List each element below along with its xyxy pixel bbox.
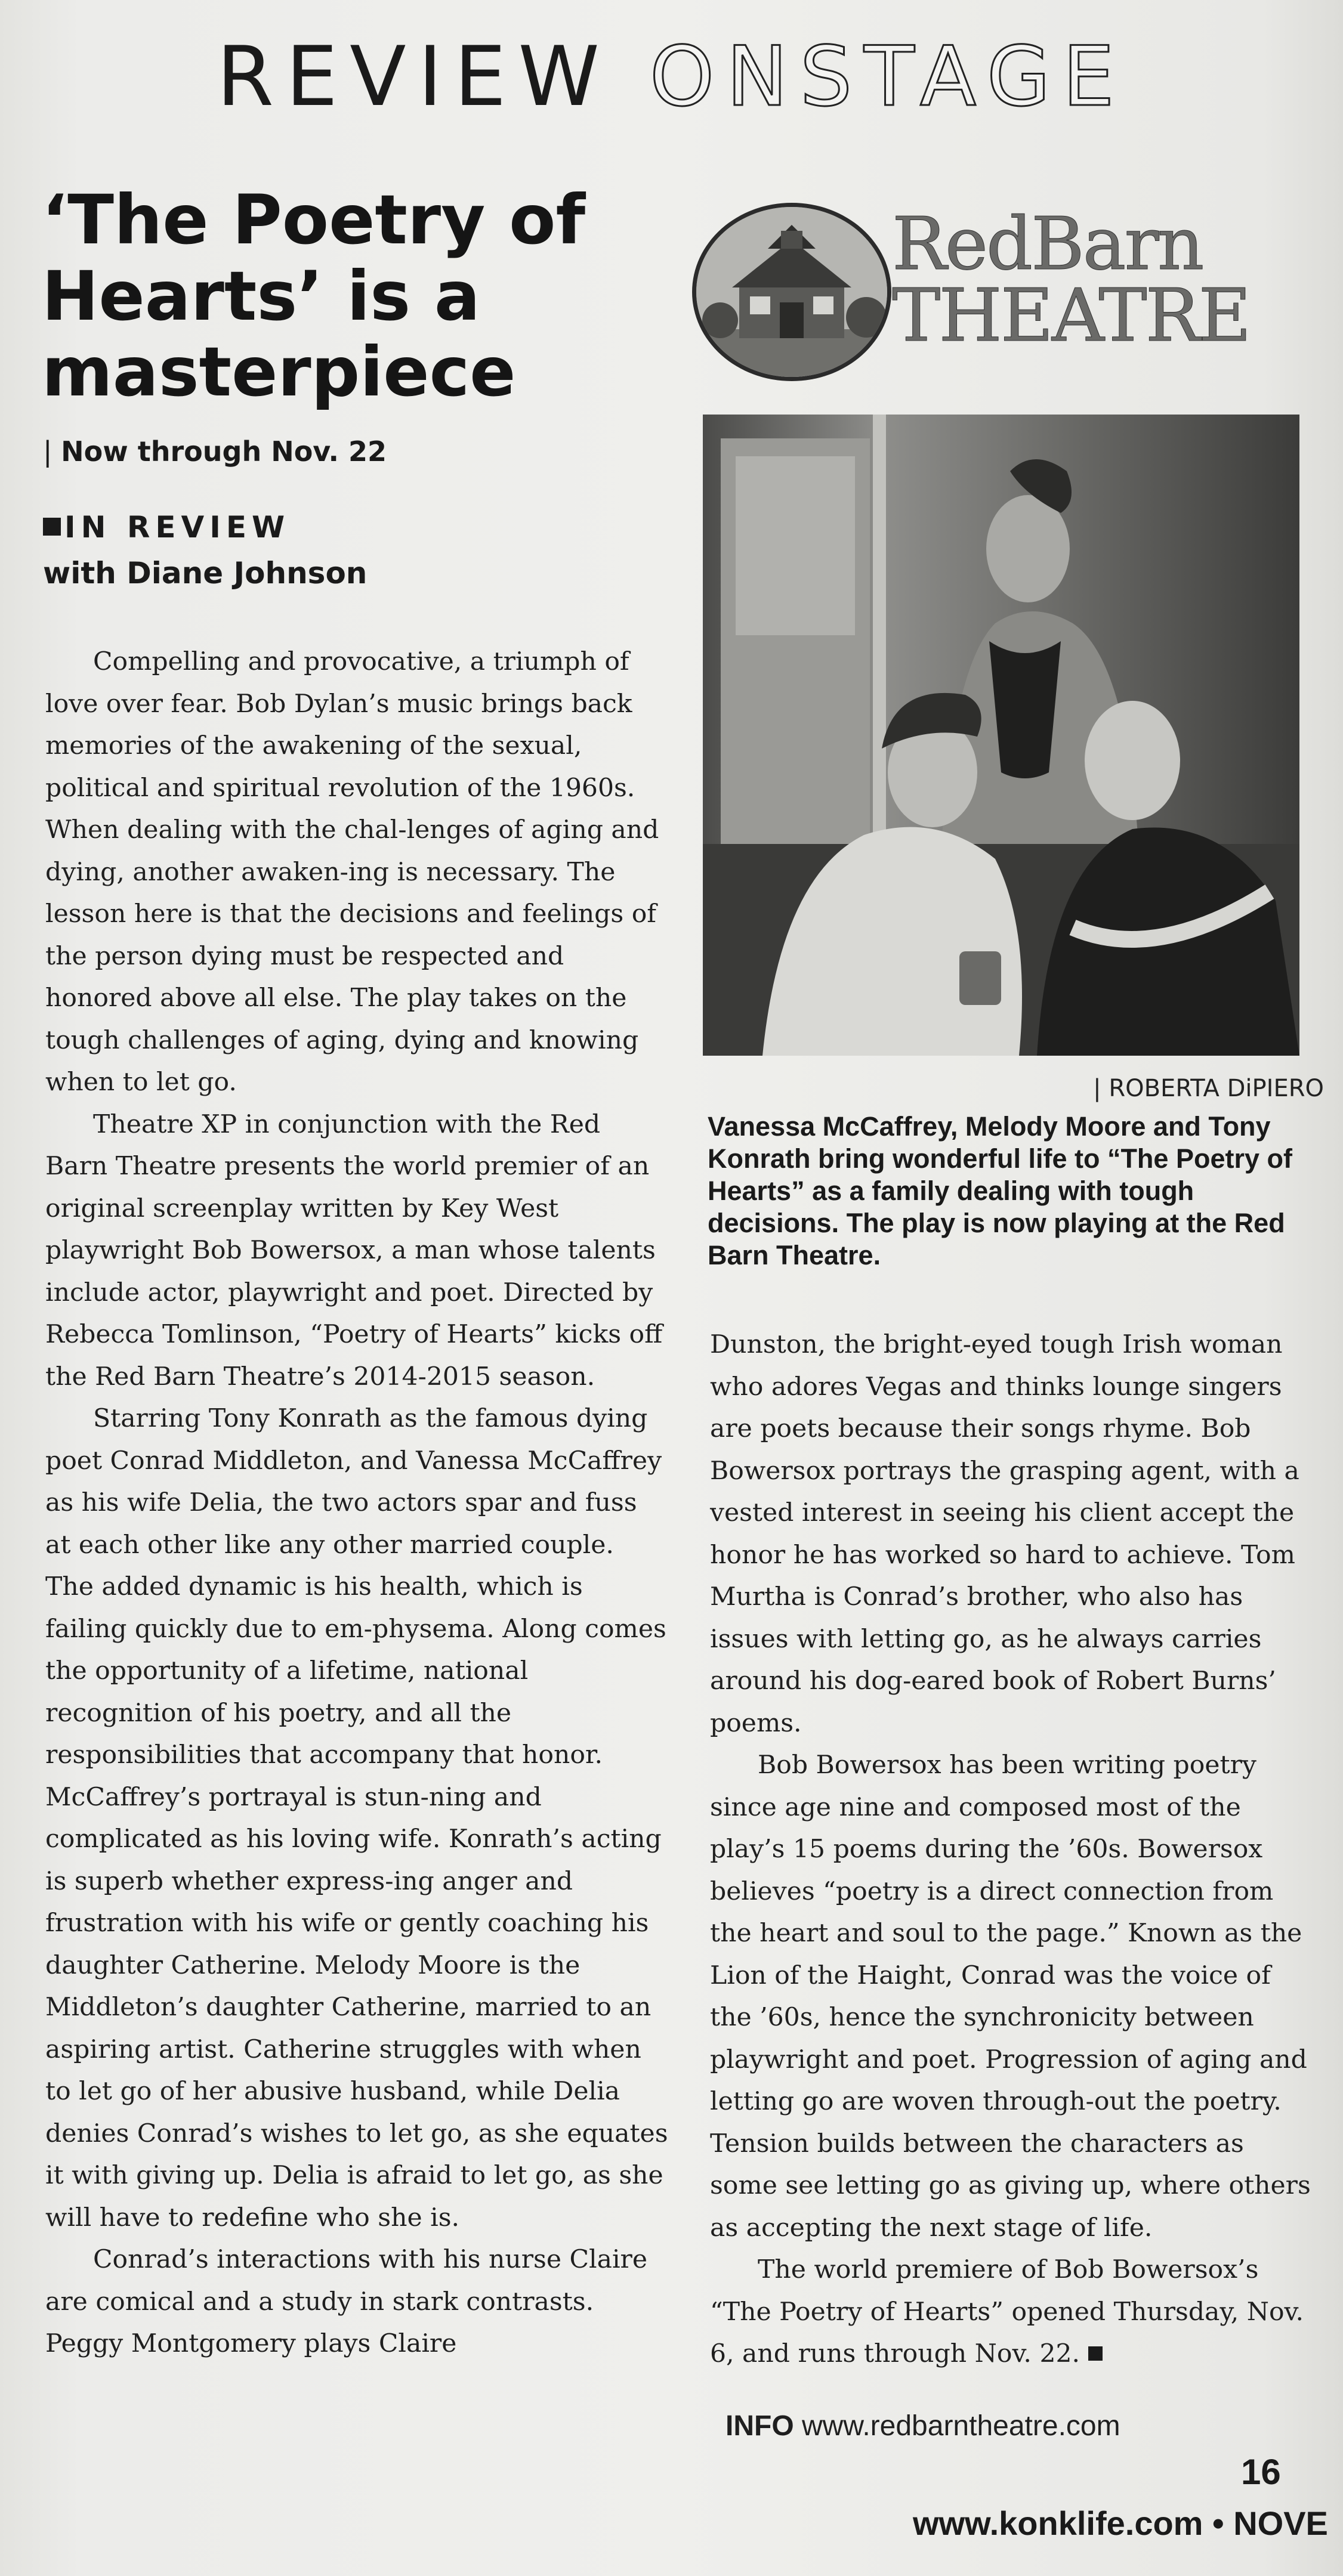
review-kicker	[43, 510, 290, 545]
logo-wordmark	[892, 202, 1250, 358]
dateline-text: Now through Nov. 22	[61, 435, 387, 468]
section-header	[0, 29, 1343, 125]
article-column-2	[710, 1324, 1316, 2376]
section-header-outline: ONSTAGE	[649, 29, 1126, 125]
paragraph: Dunston, the bright-eyed tough Irish woman who adores Vegas and thinks lounge singers are poets because their songs rhyme. Bob Bowersox portrays the grasping agent, with a vested interest in seeing his client accept the honor he has worked so hard to achieve. Tom Murtha is Conrad’s brother, who also has issues with letting go, as he always carries around his dog-eared book of Robert Burns’ poems.	[710, 1330, 1299, 1738]
bullet-square-icon	[43, 518, 61, 536]
photo-credit: | ROBERTA DiPIERO	[1093, 1075, 1324, 1102]
page-number: 16	[1241, 2452, 1281, 2492]
kicker-text: IN REVIEW	[64, 510, 291, 545]
info-label: INFO	[725, 2410, 794, 2442]
photo-caption: Vanessa McCaffrey, Melody Moore and Tony Konrath bring wonderful life to “The Poetry of Hearts” as a family dealing with tough decisions. The play is now playing at the Red Barn Theatre.	[708, 1111, 1292, 1270]
logo-line-1: RedBarn	[892, 202, 1203, 286]
end-mark-icon	[1088, 2346, 1103, 2361]
cast-photo	[703, 415, 1299, 1056]
article-dateline: | Now through Nov. 22	[43, 435, 387, 468]
paragraph: Theatre XP in conjunction with the Red Barn Theatre presents the world premier of an original screenplay written by Key West playwright Bob Bowersox, a man whose talents include actor, playwright and poet. Directed by Rebecca Tomlinson, “Poetry of Hearts” kicks off the Red Barn Theatre’s 2014-2015 season.	[45, 1109, 663, 1391]
info-link[interactable]: www.redbarntheatre.com	[802, 2410, 1120, 2442]
author-byline: with Diane Johnson	[43, 556, 368, 590]
barn-emblem-icon	[692, 203, 891, 381]
article-headline: ‘The Poetry of Hearts’ is a masterpiece	[42, 180, 586, 412]
section-header-bold: REVIEW	[217, 29, 612, 125]
paragraph: Conrad’s interactions with his nurse Claire are comical and a study in stark contrasts. Peggy Montgomery plays Claire	[45, 2245, 648, 2358]
paragraph: Starring Tony Konrath as the famous dying poet Conrad Middleton, and Vanessa McCaffrey as his wife Delia, the two actors spar and fuss at each other like any other married couple. The added dynamic is his health, which is failing quickly due to em-physema. Along comes the opportunity of a lifetime, national recognition of his poetry, and all the responsibilities that accompany that honor. McCaffrey’s portrayal is stun-ning and complicated as his loving wife. Konrath’s acting is superb whether express-ing anger and frustration with his wife or gently coaching his daughter Catherine. Melody Moore is the Middleton’s daughter Catherine, married to an aspiring artist. Catherine struggles with when to let go of her abusive husband, while Delia denies Conrad’s wishes to let go, as she equates it with giving up. Delia is afraid to let go, as she will have to redefine who she is.	[45, 1404, 668, 2232]
article-column-1	[45, 641, 669, 2365]
info-line	[725, 2410, 1120, 2442]
paragraph: Compelling and provocative, a triumph of love over fear. Bob Dylan’s music brings back memories of the awakening of the sexual, political and spiritual revolution of the 1960s. When dealing with the chal-lenges of aging and dying, another awaken-ing is necessary. The lesson here is that the decisions and feelings of the person dying must be respected and honored above all else. The play takes on the tough challenges of aging, dying and knowing when to let go.	[45, 647, 659, 1097]
paragraph: Bob Bowersox has been writing poetry since age nine and composed most of the play’s 15 poems during the ’60s. Bowersox believes “poetry is a direct connection from the heart and soul to the page.” Known as the Lion of the Haight, Conrad was the voice of the ’60s, hence the synchronicity between playwright and poet. Progression of aging and letting go are woven through-out the poetry. Tension builds between the characters as some see letting go as giving up, where others as accepting the next stage of life.	[710, 1751, 1311, 2243]
logo-line-2: THEATRE	[892, 273, 1250, 358]
red-barn-theatre-logo	[692, 194, 1301, 385]
paragraph-final	[710, 2249, 1316, 2376]
cast-photo-image	[703, 415, 1299, 1056]
footer-site[interactable]: www.konklife.com • NOVE	[913, 2504, 1328, 2542]
paragraph-final-text: The world premiere of Bob Bowersox’s “The Poetry of Hearts” opened Thursday, Nov. 6, and runs through Nov. 22.	[710, 2255, 1304, 2368]
barn-illustration	[696, 207, 887, 377]
